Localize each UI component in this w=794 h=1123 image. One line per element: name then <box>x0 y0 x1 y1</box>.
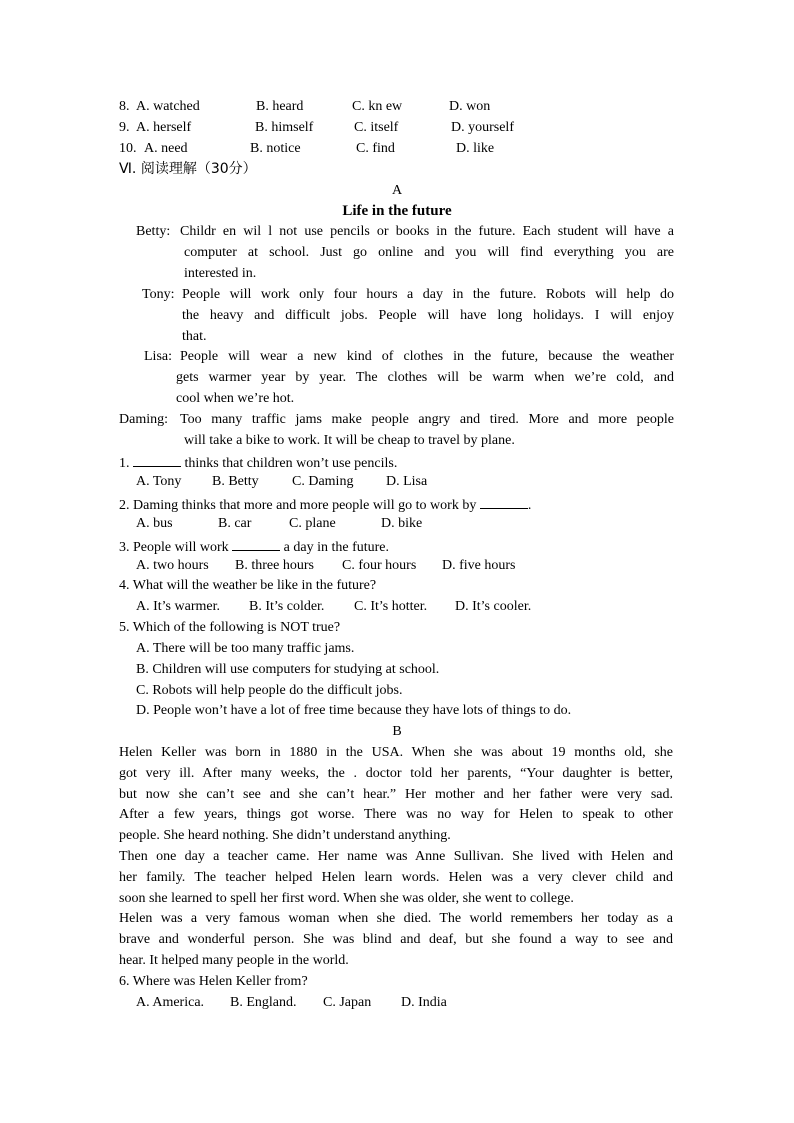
passage-b-line-10: brave and wonderful person. She was blind and deaf, but she found a way to see and <box>119 932 673 947</box>
q3-option-c[interactable]: C. four hours <box>342 558 417 573</box>
q3-option-a[interactable]: A. two hours <box>136 558 209 573</box>
lisa-speaker: Lisa: <box>144 349 172 364</box>
betty-speaker: Betty: <box>136 224 171 239</box>
q6-stem: 6. Where was Helen Keller from? <box>119 974 308 989</box>
q6-option-d[interactable]: D. India <box>401 995 447 1010</box>
q2-option-a[interactable]: A. bus <box>136 516 173 531</box>
q9-option-b[interactable]: B. himself <box>255 120 314 135</box>
q2-post: . <box>527 498 532 513</box>
q8-option-d[interactable]: D. won <box>449 99 491 114</box>
passage-a-letter: A <box>391 183 403 198</box>
lisa-line-2: gets warmer year by year. The clothes will be warm when we’re cold, and <box>176 370 674 385</box>
q1-stem <box>119 452 397 473</box>
passage-b-line-5: people. She heard nothing. She didn’t understand anything. <box>119 828 451 843</box>
tony-speaker: Tony: <box>142 287 175 302</box>
q1-option-a[interactable]: A. Tony <box>136 474 182 489</box>
q2-option-b[interactable]: B. car <box>218 516 252 531</box>
q1-option-b[interactable]: B. Betty <box>212 474 259 489</box>
daming-line-1: Too many traffic jams make people angry and tired. More and more people <box>180 412 674 427</box>
q2-stem <box>119 494 531 515</box>
q1-pre: 1. <box>119 456 130 471</box>
tony-line-1: People will work only four hours a day in the future. Robots will help do <box>182 287 674 302</box>
q1-blank[interactable] <box>133 452 181 467</box>
passage-b-line-8: soon she learned to spell her first word. When she was older, she went to college. <box>119 891 574 906</box>
passage-b-line-7: her family. The teacher helped Helen learn words. Helen was a very clever child and <box>119 870 673 885</box>
passage-b-line-4: After a few years, things got worse. There was no way for Helen to speak to other <box>119 807 673 822</box>
q5-option-c[interactable]: C. Robots will help people do the difficult jobs. <box>136 683 403 698</box>
q6-option-b[interactable]: B. England. <box>230 995 297 1010</box>
q4-option-c[interactable]: C. It’s hotter. <box>354 599 428 614</box>
q3-pre: 3. People will work <box>119 540 233 555</box>
q1-option-d[interactable]: D. Lisa <box>386 474 428 489</box>
q3-stem <box>119 536 389 557</box>
q9-option-d[interactable]: D. yourself <box>451 120 514 135</box>
tony-line-2: the heavy and difficult jobs. People will have long holidays. I will enjoy <box>182 308 674 323</box>
q6-option-c[interactable]: C. Japan <box>323 995 372 1010</box>
q4-stem: 4. What will the weather be like in the future? <box>119 578 377 593</box>
section-heading: Ⅵ. 阅读理解（30分） <box>119 161 257 177</box>
q2-pre: 2. Daming thinks that more and more people will go to work by <box>119 498 480 513</box>
q4-option-a[interactable]: A. It’s warmer. <box>136 599 220 614</box>
q4-option-b[interactable]: B. It’s colder. <box>249 599 325 614</box>
betty-line-1: Childr en wil l not use pencils or books in the future. Each student will have a <box>180 224 674 239</box>
q5-option-b[interactable]: B. Children will use computers for studying at school. <box>136 662 440 677</box>
betty-line-3: interested in. <box>184 266 257 281</box>
q2-option-c[interactable]: C. plane <box>289 516 336 531</box>
q8-option-c[interactable]: C. kn ew <box>352 99 403 114</box>
q2-option-d[interactable]: D. bike <box>381 516 423 531</box>
q8-option-a[interactable]: A. watched <box>136 99 200 114</box>
q9-option-c[interactable]: C. itself <box>354 120 399 135</box>
q3-option-b[interactable]: B. three hours <box>235 558 314 573</box>
q4-option-d[interactable]: D. It’s cooler. <box>455 599 532 614</box>
passage-b-letter: B <box>392 724 402 739</box>
q9-option-a[interactable]: A. herself <box>136 120 192 135</box>
passage-a-title: Life in the future <box>342 203 452 219</box>
q10-option-a[interactable]: A. need <box>144 141 188 156</box>
q9-number: 9. <box>119 120 130 135</box>
q3-post: a day in the future. <box>280 540 390 555</box>
q10-option-d[interactable]: D. like <box>456 141 495 156</box>
q5-stem: 5. Which of the following is NOT true? <box>119 620 341 635</box>
q5-option-d[interactable]: D. People won’t have a lot of free time because they have lots of things to do. <box>136 703 572 718</box>
daming-speaker: Daming: <box>119 412 168 427</box>
passage-b-line-6: Then one day a teacher came. Her name was Anne Sullivan. She lived with Helen and <box>119 849 673 864</box>
q6-option-a[interactable]: A. America. <box>136 995 205 1010</box>
passage-b-line-1: Helen Keller was born in 1880 in the USA. When she was about 19 months old, she <box>119 745 673 760</box>
q8-option-b[interactable]: B. heard <box>256 99 304 114</box>
passage-b-line-2: got very ill. After many weeks, the . doctor told her parents, “Your daughter is better, <box>119 766 673 781</box>
q1-option-c[interactable]: C. Daming <box>292 474 354 489</box>
q5-option-a[interactable]: A. There will be too many traffic jams. <box>136 641 355 656</box>
q3-option-d[interactable]: D. five hours <box>442 558 516 573</box>
lisa-line-1: People will wear a new kind of clothes in the future, because the weather <box>180 349 674 364</box>
daming-line-2: will take a bike to work. It will be cheap to travel by plane. <box>184 433 515 448</box>
q1-post: thinks that children won’t use pencils. <box>181 456 398 471</box>
passage-b-line-3: but now she can’t see and she can’t hear.” Her mother and her father were very sad. <box>119 787 673 802</box>
passage-b-line-9: Helen was a very famous woman when she died. The world remembers her today as a <box>119 911 673 926</box>
betty-line-2: computer at school. Just go online and you will find everything you are <box>184 245 674 260</box>
q3-blank[interactable] <box>232 536 280 551</box>
q10-option-c[interactable]: C. find <box>356 141 395 156</box>
q10-number: 10. <box>119 141 137 156</box>
lisa-line-3: cool when we’re hot. <box>176 391 295 406</box>
passage-b-line-11: hear. It helped many people in the world. <box>119 953 349 968</box>
q10-option-b[interactable]: B. notice <box>250 141 301 156</box>
q2-blank[interactable] <box>480 494 528 509</box>
q8-number: 8. <box>119 99 130 114</box>
tony-line-3: that. <box>182 329 207 344</box>
